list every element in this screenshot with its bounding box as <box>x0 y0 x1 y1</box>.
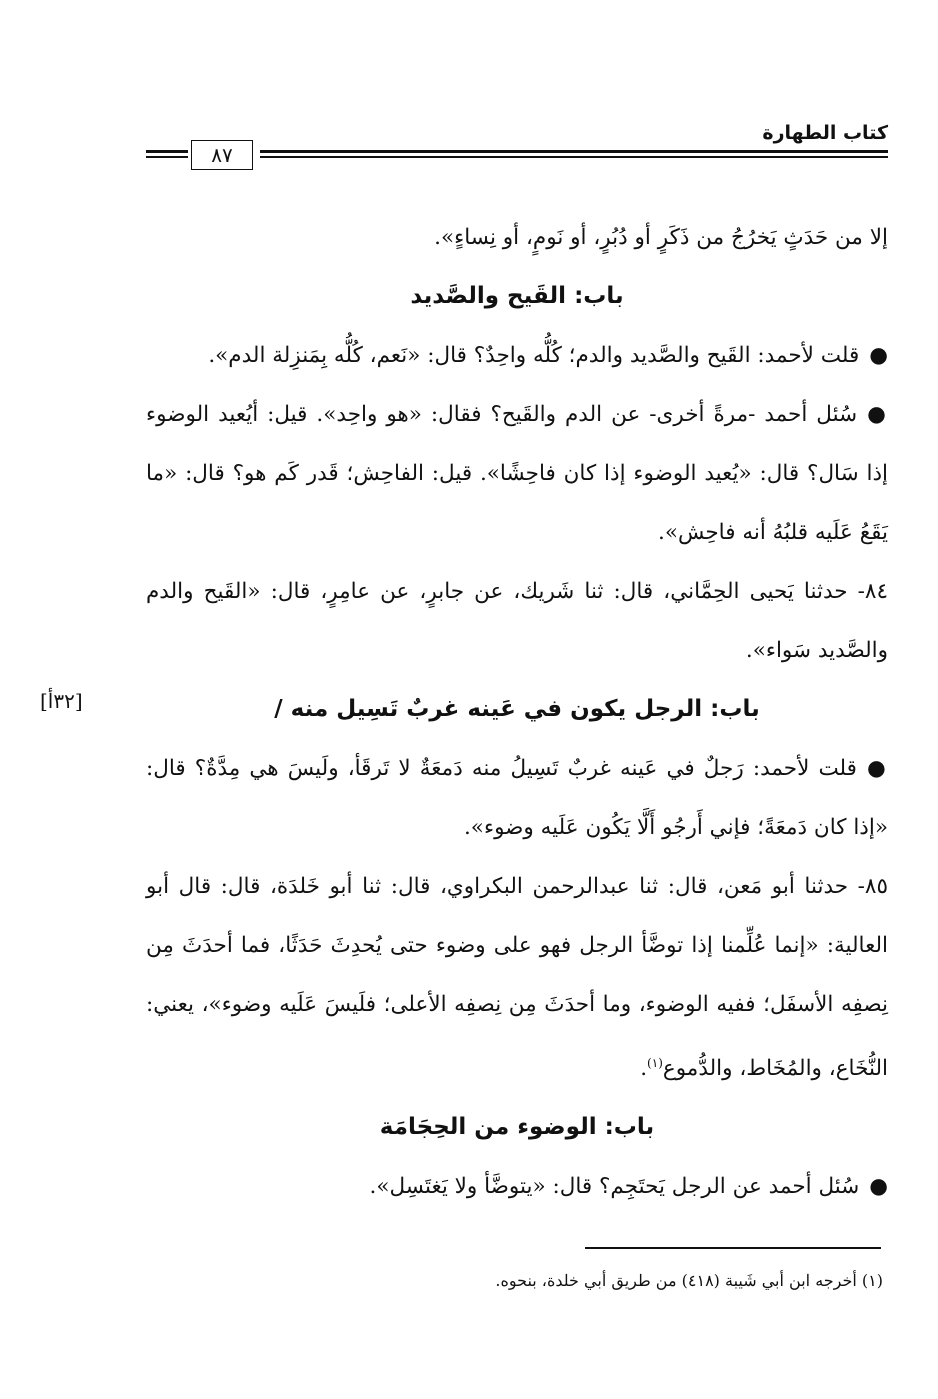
main-text <box>146 208 888 1216</box>
bullet-paragraph <box>146 739 888 857</box>
chapter-heading: باب: القَيح والصَّديد <box>410 283 624 309</box>
footnote-marker: (١) <box>647 1056 663 1070</box>
footnote-separator <box>585 1247 881 1249</box>
running-title: كتاب الطهارة <box>762 122 888 144</box>
paragraph-text: قلت لأحمد: القَيح والصَّديد والدم؛ كُلُّه واحِدٌ؟ قال: «نَعم، كُلُّه بِمَنزِلة الدم». <box>208 343 860 368</box>
paragraph: إلا من حَدَثٍ يَخرُجُ من ذَكَرٍ أو دُبُرٍ، أو نَومٍ، أو نِساءٍ». <box>434 225 888 250</box>
paragraph-text: سُئل أحمد عن الرجل يَحتَجِم؟ قال: «يتوضَّأ ولا يَغتَسِل». <box>369 1174 860 1200</box>
margin-reference: [٣٢أ] <box>40 689 83 713</box>
footnote: (١) أخرجه ابن أبي شَيبة (٤١٨) من طريق أبي خلدة، بنحوه. <box>495 1271 883 1290</box>
page-number: ٨٧ <box>191 140 253 170</box>
header-rule <box>260 150 888 159</box>
paragraph-text: ٨٥- حدثنا أبو مَعن، قال: ثنا عبدالرحمن البكراوي، قال: ثنا أبو خَلدَة، قال: قال أبو العالية: «إنما عُلِّمنا إذا توضَّأ الرجل فهو على وضوء حتى يُحدِثَ حَدَثًا، فما أحدَثَ مِن نِصفِه الأسفَل؛ ففيه الوضوء، وما أحدَثَ مِن نِصفِه الأعلى؛ فلَيسَ عَلَيه وضوء»، يعني: النُّخَاع، والمُخَاط، والدُّموع <box>146 874 888 1082</box>
bullet-icon: ● <box>869 1174 888 1200</box>
header-rule-short <box>146 150 188 159</box>
bullet-icon: ● <box>867 402 888 427</box>
hadith-paragraph <box>146 857 888 1098</box>
bullet-paragraph <box>146 385 888 562</box>
chapter-heading: باب: الرجل يكون في عَينه غربٌ تَسِيل منه / <box>274 696 760 722</box>
hadith-paragraph: ٨٤- حدثنا يَحيى الحِمَّاني، قال: ثنا شَريك، عن جابرٍ، عن عامِرٍ، قال: «القَيح والدم والصَّديد سَواء». <box>146 579 888 663</box>
paragraph-text: قلت لأحمد: رَجلٌ في عَينه غربٌ تَسِيلُ منه دَمعَةٌ لا تَرقَأ، ولَيسَ هي مِدَّةٌ؟ قال: «إذا كان دَمعَةً؛ فإني أَرجُو أَلَّا يَكُون عَلَيه وضوء». <box>146 756 888 840</box>
bullet-paragraph <box>146 1157 888 1216</box>
bullet-icon: ● <box>869 343 888 368</box>
bullet-paragraph <box>146 326 888 385</box>
paragraph-end: . <box>640 1056 648 1082</box>
chapter-heading: باب: الوضوء من الحِجَامَة <box>379 1114 655 1141</box>
paragraph-text: سُئل أحمد -مرةً أخرى- عن الدم والقَيح؟ فقال: «هو واحِد». قيل: أيُعيد الوضوء إذا سَال؟ قال: «يُعيد الوضوء إذا كان فاحِشًا». قيل: الفاحِش؛ قَدر كَم هو؟ قال: «ما يَقَعُ عَلَيه قلبُهُ أنه فاحِش». <box>146 402 888 545</box>
bullet-icon: ● <box>866 756 889 781</box>
